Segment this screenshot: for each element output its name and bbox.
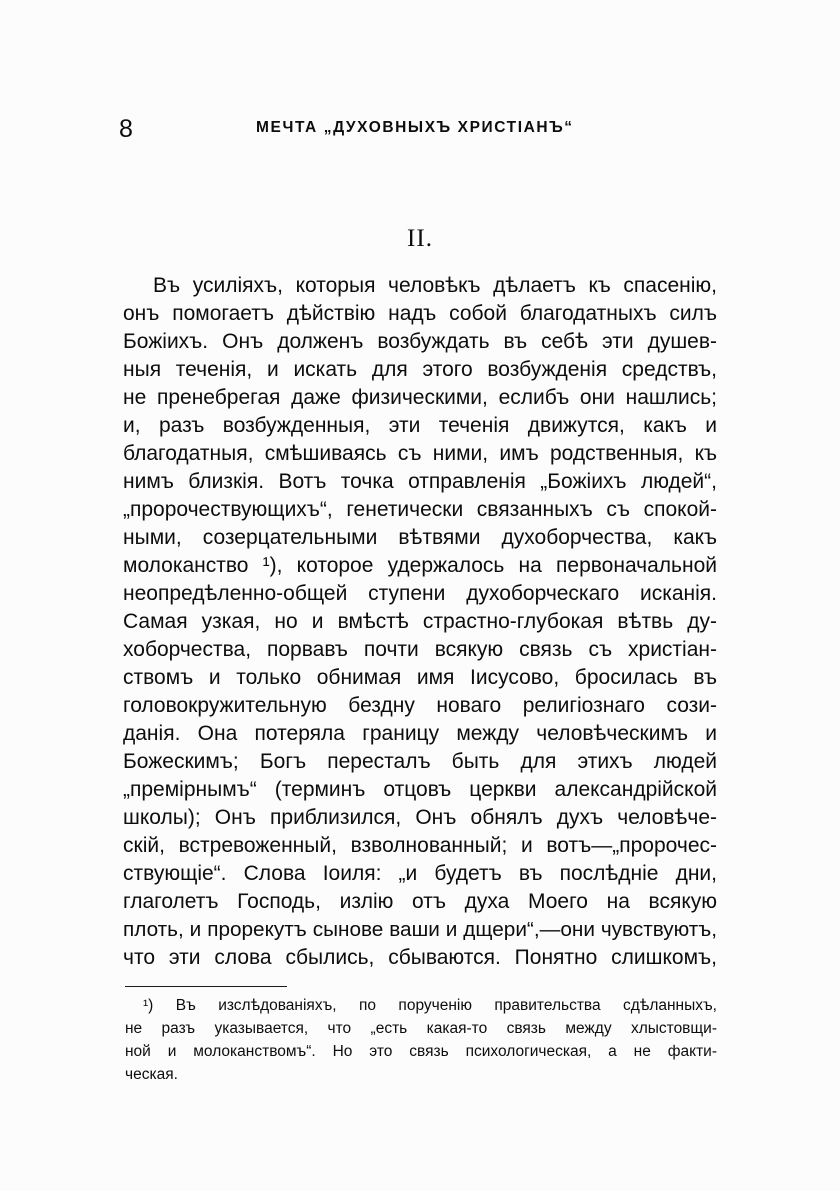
text-line: онъ помогаетъ дѣйствію надъ собой благодатныхъ силъ bbox=[123, 302, 717, 325]
chapter-heading: II. bbox=[407, 225, 433, 252]
text-line: ными, созерцательными вѣтвями духоборчества, какъ bbox=[123, 526, 717, 549]
text-line: плоть, и прорекутъ сынове ваши и дщери“,—они чувствуютъ, bbox=[123, 918, 717, 941]
text-line: молоканство ¹), которое удержалось на первоначальной bbox=[123, 554, 717, 577]
text-line: ныя теченія, и искать для этого возбужденія средствъ, bbox=[123, 358, 717, 381]
footnote-line: не разъ указывается, что „есть какая-то связь между хлыстовщи- bbox=[125, 1020, 717, 1037]
text-line: неопредѣленно-общей ступени духоборческаго исканія. bbox=[123, 582, 717, 605]
text-line: школы); Онъ приблизился, Онъ обнялъ духъ человѣче- bbox=[123, 806, 717, 829]
footnote-line: ческая. bbox=[125, 1066, 178, 1083]
running-title: МЕЧТА „ДУХОВНЫХЪ ХРИСТІАНЪ“ bbox=[256, 119, 574, 136]
footnote-line: ¹) Въ изслѣдованіяхъ, по порученію правительства сдѣланныхъ, bbox=[143, 997, 717, 1014]
footnote-rule bbox=[125, 986, 287, 987]
text-line: „премірнымъ“ (терминъ отцовъ церкви александрійской bbox=[123, 778, 717, 801]
text-line: Божіихъ. Онъ долженъ возбуждать въ себѣ эти душев- bbox=[123, 330, 717, 353]
text-line: что эти слова сбылись, сбываются. Понятно слишкомъ, bbox=[123, 946, 717, 969]
text-line: Самая узкая, но и вмѣстѣ страстно-глубокая вѣтвь ду- bbox=[123, 610, 717, 633]
text-line: не пренебрегая даже физическими, еслибъ они нашлись; bbox=[123, 386, 717, 409]
text-line: Въ усиліяхъ, которыя человѣкъ дѣлаетъ къ спасенію, bbox=[153, 274, 717, 297]
main-text bbox=[123, 272, 717, 972]
text-line: и, разъ возбужденныя, эти теченія движутся, какъ и bbox=[123, 414, 717, 437]
text-line: ствующіе“. Слова Іоиля: „и будетъ въ послѣдніе дни, bbox=[123, 862, 717, 885]
text-line: нимъ близкія. Вотъ точка отправленія „Божіихъ людей“, bbox=[123, 470, 717, 493]
footnote bbox=[125, 994, 717, 1086]
text-line: благодатныя, смѣшиваясь съ ними, имъ родственныя, къ bbox=[123, 442, 717, 465]
text-line: ствомъ и только обнимая имя Іисусово, бросилась въ bbox=[123, 666, 717, 689]
text-line: хоборчества, порвавъ почти всякую связь съ христіан- bbox=[123, 638, 717, 661]
text-line: данія. Она потеряла границу между человѣческимъ и bbox=[123, 722, 717, 745]
page-number: 8 bbox=[119, 115, 133, 143]
footnote-line: ной и молоканствомъ“. Но это связь психологическая, а не факти- bbox=[125, 1043, 717, 1060]
text-line: Божескимъ; Богъ пересталъ быть для этихъ людей bbox=[123, 750, 717, 773]
text-line: глаголетъ Господь, излію отъ духа Моего на всякую bbox=[123, 890, 717, 913]
text-line: „пророчествующихъ“, генетически связанныхъ съ спокой- bbox=[123, 498, 717, 521]
text-line: скій, встревоженный, взволнованный; и вотъ—„пророчес- bbox=[123, 834, 717, 857]
text-line: головокружительную бездну новаго религіознаго сози- bbox=[123, 694, 717, 717]
